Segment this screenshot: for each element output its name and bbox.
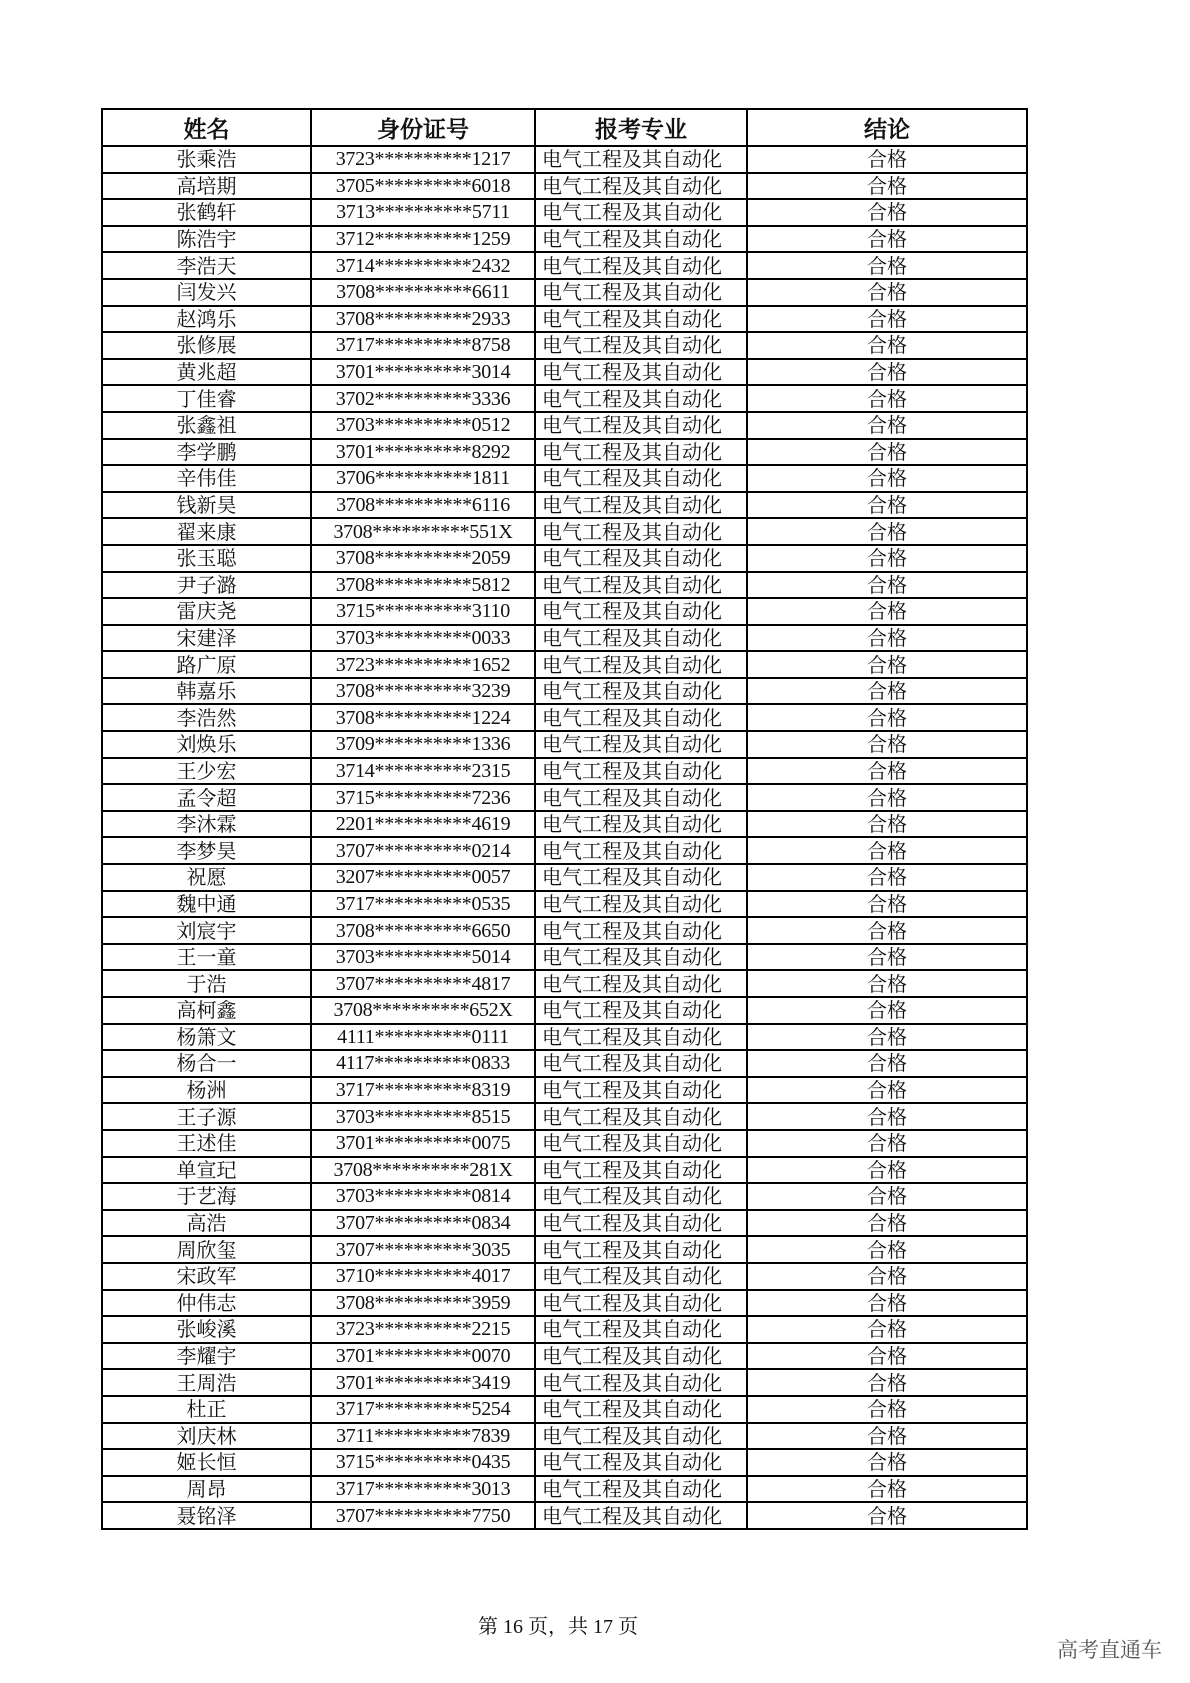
cell-result: 合格 xyxy=(747,1423,1027,1450)
cell-result: 合格 xyxy=(747,279,1027,306)
cell-name: 孟令超 xyxy=(102,784,311,811)
cell-major: 电气工程及其自动化 xyxy=(535,997,747,1024)
table-row xyxy=(102,625,1027,652)
cell-id-number: 3701**********0075 xyxy=(311,1130,535,1157)
table-row xyxy=(102,518,1027,545)
cell-name: 杨合一 xyxy=(102,1050,311,1077)
cell-id-number: 3707**********7750 xyxy=(311,1502,535,1529)
cell-name: 张玉聪 xyxy=(102,545,311,572)
cell-name: 李耀宇 xyxy=(102,1343,311,1370)
cell-major: 电气工程及其自动化 xyxy=(535,332,747,359)
cell-major: 电气工程及其自动化 xyxy=(535,1050,747,1077)
cell-major: 电气工程及其自动化 xyxy=(535,758,747,785)
table-row xyxy=(102,465,1027,492)
cell-major: 电气工程及其自动化 xyxy=(535,1396,747,1423)
cell-name: 张鑫祖 xyxy=(102,412,311,439)
cell-result: 合格 xyxy=(747,944,1027,971)
table-row xyxy=(102,1343,1027,1370)
table-header-row xyxy=(102,109,1027,146)
cell-name: 高培期 xyxy=(102,173,311,200)
cell-id-number: 3717**********8758 xyxy=(311,332,535,359)
cell-id-number: 3707**********3035 xyxy=(311,1236,535,1263)
cell-major: 电气工程及其自动化 xyxy=(535,678,747,705)
cell-name: 丁佳睿 xyxy=(102,385,311,412)
table-row xyxy=(102,704,1027,731)
cell-result: 合格 xyxy=(747,1236,1027,1263)
cell-major: 电气工程及其自动化 xyxy=(535,1502,747,1529)
cell-major: 电气工程及其自动化 xyxy=(535,173,747,200)
table-row xyxy=(102,545,1027,572)
table-row xyxy=(102,252,1027,279)
cell-major: 电气工程及其自动化 xyxy=(535,1263,747,1290)
cell-major: 电气工程及其自动化 xyxy=(535,837,747,864)
cell-major: 电气工程及其自动化 xyxy=(535,492,747,519)
cell-name: 黄兆超 xyxy=(102,359,311,386)
cell-major: 电气工程及其自动化 xyxy=(535,970,747,997)
results-table xyxy=(101,108,1028,1530)
cell-id-number: 3701**********3419 xyxy=(311,1369,535,1396)
table-row xyxy=(102,970,1027,997)
cell-result: 合格 xyxy=(747,784,1027,811)
table-row xyxy=(102,997,1027,1024)
watermark: 高考直通车 xyxy=(1057,1638,1162,1662)
cell-id-number: 3708**********6116 xyxy=(311,492,535,519)
table-row xyxy=(102,944,1027,971)
cell-id-number: 3207**********0057 xyxy=(311,864,535,891)
table-row xyxy=(102,1502,1027,1529)
cell-id-number: 4117**********0833 xyxy=(311,1050,535,1077)
cell-major: 电气工程及其自动化 xyxy=(535,1103,747,1130)
table-row xyxy=(102,598,1027,625)
table-row xyxy=(102,651,1027,678)
cell-name: 李浩天 xyxy=(102,252,311,279)
cell-major: 电气工程及其自动化 xyxy=(535,917,747,944)
cell-major: 电气工程及其自动化 xyxy=(535,1210,747,1237)
cell-result: 合格 xyxy=(747,1103,1027,1130)
cell-major: 电气工程及其自动化 xyxy=(535,1183,747,1210)
cell-major: 电气工程及其自动化 xyxy=(535,1343,747,1370)
cell-result: 合格 xyxy=(747,572,1027,599)
cell-result: 合格 xyxy=(747,199,1027,226)
cell-id-number: 3723**********2215 xyxy=(311,1316,535,1343)
cell-result: 合格 xyxy=(747,1077,1027,1104)
cell-name: 宋建泽 xyxy=(102,625,311,652)
table-row xyxy=(102,385,1027,412)
table-row xyxy=(102,1316,1027,1343)
cell-major: 电气工程及其自动化 xyxy=(535,1236,747,1263)
table-row xyxy=(102,1024,1027,1051)
cell-name: 李学鹏 xyxy=(102,439,311,466)
table-row xyxy=(102,439,1027,466)
cell-name: 单宣玘 xyxy=(102,1157,311,1184)
cell-id-number: 3707**********4817 xyxy=(311,970,535,997)
header-major: 报考专业 xyxy=(535,109,747,146)
table-row xyxy=(102,332,1027,359)
cell-major: 电气工程及其自动化 xyxy=(535,252,747,279)
cell-id-number: 3714**********2315 xyxy=(311,758,535,785)
cell-id-number: 3708**********2933 xyxy=(311,306,535,333)
cell-result: 合格 xyxy=(747,173,1027,200)
cell-name: 杨洲 xyxy=(102,1077,311,1104)
cell-id-number: 2201**********4619 xyxy=(311,811,535,838)
cell-name: 尹子潞 xyxy=(102,572,311,599)
cell-result: 合格 xyxy=(747,1157,1027,1184)
cell-result: 合格 xyxy=(747,1343,1027,1370)
cell-result: 合格 xyxy=(747,891,1027,918)
cell-major: 电气工程及其自动化 xyxy=(535,651,747,678)
cell-major: 电气工程及其自动化 xyxy=(535,518,747,545)
cell-id-number: 3712**********1259 xyxy=(311,226,535,253)
cell-major: 电气工程及其自动化 xyxy=(535,359,747,386)
cell-result: 合格 xyxy=(747,1024,1027,1051)
cell-name: 仲伟志 xyxy=(102,1290,311,1317)
table-row xyxy=(102,572,1027,599)
cell-major: 电气工程及其自动化 xyxy=(535,891,747,918)
table-body xyxy=(102,146,1027,1529)
cell-id-number: 3715**********7236 xyxy=(311,784,535,811)
table-row xyxy=(102,1103,1027,1130)
cell-result: 合格 xyxy=(747,545,1027,572)
cell-result: 合格 xyxy=(747,970,1027,997)
table-row xyxy=(102,1423,1027,1450)
cell-result: 合格 xyxy=(747,1316,1027,1343)
table-row xyxy=(102,359,1027,386)
table-row xyxy=(102,1290,1027,1317)
cell-result: 合格 xyxy=(747,1210,1027,1237)
cell-result: 合格 xyxy=(747,359,1027,386)
cell-major: 电气工程及其自动化 xyxy=(535,1290,747,1317)
cell-name: 王少宏 xyxy=(102,758,311,785)
cell-name: 杜正 xyxy=(102,1396,311,1423)
cell-major: 电气工程及其自动化 xyxy=(535,1423,747,1450)
cell-id-number: 3708**********281X xyxy=(311,1157,535,1184)
table-row xyxy=(102,811,1027,838)
cell-name: 张峻溪 xyxy=(102,1316,311,1343)
cell-result: 合格 xyxy=(747,598,1027,625)
cell-result: 合格 xyxy=(747,811,1027,838)
cell-id-number: 3703**********0512 xyxy=(311,412,535,439)
cell-id-number: 3708**********3959 xyxy=(311,1290,535,1317)
table-row xyxy=(102,306,1027,333)
cell-result: 合格 xyxy=(747,704,1027,731)
page-indicator: 第 16 页，共 17 页 xyxy=(478,1616,638,1638)
table-row xyxy=(102,1130,1027,1157)
cell-major: 电气工程及其自动化 xyxy=(535,1449,747,1476)
cell-name: 王子源 xyxy=(102,1103,311,1130)
table-row xyxy=(102,199,1027,226)
cell-major: 电气工程及其自动化 xyxy=(535,731,747,758)
cell-name: 姬长恒 xyxy=(102,1449,311,1476)
cell-name: 王一童 xyxy=(102,944,311,971)
cell-result: 合格 xyxy=(747,1050,1027,1077)
cell-result: 合格 xyxy=(747,678,1027,705)
cell-name: 陈浩宇 xyxy=(102,226,311,253)
cell-result: 合格 xyxy=(747,146,1027,173)
cell-id-number: 3717**********5254 xyxy=(311,1396,535,1423)
table-row xyxy=(102,784,1027,811)
cell-id-number: 3723**********1652 xyxy=(311,651,535,678)
table-row xyxy=(102,837,1027,864)
cell-id-number: 3708**********1224 xyxy=(311,704,535,731)
cell-id-number: 3711**********7839 xyxy=(311,1423,535,1450)
cell-result: 合格 xyxy=(747,1476,1027,1503)
cell-result: 合格 xyxy=(747,1290,1027,1317)
cell-result: 合格 xyxy=(747,837,1027,864)
cell-name: 韩嘉乐 xyxy=(102,678,311,705)
table-row xyxy=(102,678,1027,705)
table-row xyxy=(102,1396,1027,1423)
cell-name: 李梦昊 xyxy=(102,837,311,864)
cell-name: 祝愿 xyxy=(102,864,311,891)
cell-major: 电气工程及其自动化 xyxy=(535,811,747,838)
table-row xyxy=(102,917,1027,944)
table-row xyxy=(102,1157,1027,1184)
cell-result: 合格 xyxy=(747,731,1027,758)
cell-result: 合格 xyxy=(747,1130,1027,1157)
cell-name: 王周浩 xyxy=(102,1369,311,1396)
cell-result: 合格 xyxy=(747,917,1027,944)
cell-major: 电气工程及其自动化 xyxy=(535,439,747,466)
cell-id-number: 3703**********8515 xyxy=(311,1103,535,1130)
cell-result: 合格 xyxy=(747,332,1027,359)
cell-id-number: 3706**********1811 xyxy=(311,465,535,492)
cell-major: 电气工程及其自动化 xyxy=(535,199,747,226)
cell-name: 宋政军 xyxy=(102,1263,311,1290)
cell-result: 合格 xyxy=(747,1183,1027,1210)
cell-name: 雷庆尧 xyxy=(102,598,311,625)
cell-name: 魏中通 xyxy=(102,891,311,918)
cell-id-number: 3703**********0814 xyxy=(311,1183,535,1210)
cell-name: 赵鸿乐 xyxy=(102,306,311,333)
cell-result: 合格 xyxy=(747,651,1027,678)
cell-major: 电气工程及其自动化 xyxy=(535,1316,747,1343)
cell-name: 刘焕乐 xyxy=(102,731,311,758)
cell-result: 合格 xyxy=(747,226,1027,253)
cell-id-number: 3710**********4017 xyxy=(311,1263,535,1290)
cell-id-number: 3708**********2059 xyxy=(311,545,535,572)
table-row xyxy=(102,279,1027,306)
cell-id-number: 3708**********3239 xyxy=(311,678,535,705)
cell-id-number: 3703**********5014 xyxy=(311,944,535,971)
cell-result: 合格 xyxy=(747,1396,1027,1423)
table-row xyxy=(102,226,1027,253)
cell-result: 合格 xyxy=(747,758,1027,785)
cell-id-number: 3701**********8292 xyxy=(311,439,535,466)
cell-id-number: 3701**********0070 xyxy=(311,1343,535,1370)
cell-major: 电气工程及其自动化 xyxy=(535,864,747,891)
cell-major: 电气工程及其自动化 xyxy=(535,545,747,572)
table-row xyxy=(102,146,1027,173)
cell-name: 张修展 xyxy=(102,332,311,359)
cell-result: 合格 xyxy=(747,252,1027,279)
cell-id-number: 3701**********3014 xyxy=(311,359,535,386)
cell-result: 合格 xyxy=(747,1369,1027,1396)
cell-major: 电气工程及其自动化 xyxy=(535,1130,747,1157)
cell-major: 电气工程及其自动化 xyxy=(535,1077,747,1104)
cell-major: 电气工程及其自动化 xyxy=(535,704,747,731)
header-id-number: 身份证号 xyxy=(311,109,535,146)
cell-major: 电气工程及其自动化 xyxy=(535,412,747,439)
cell-major: 电气工程及其自动化 xyxy=(535,1024,747,1051)
cell-id-number: 3708**********551X xyxy=(311,518,535,545)
cell-major: 电气工程及其自动化 xyxy=(535,1157,747,1184)
cell-name: 聂铭泽 xyxy=(102,1502,311,1529)
cell-id-number: 3717**********8319 xyxy=(311,1077,535,1104)
cell-major: 电气工程及其自动化 xyxy=(535,226,747,253)
cell-id-number: 3703**********0033 xyxy=(311,625,535,652)
cell-major: 电气工程及其自动化 xyxy=(535,279,747,306)
header-name: 姓名 xyxy=(102,109,311,146)
table-row xyxy=(102,492,1027,519)
cell-id-number: 3708**********5812 xyxy=(311,572,535,599)
table-row xyxy=(102,758,1027,785)
cell-name: 周昂 xyxy=(102,1476,311,1503)
cell-result: 合格 xyxy=(747,864,1027,891)
cell-result: 合格 xyxy=(747,518,1027,545)
cell-major: 电气工程及其自动化 xyxy=(535,598,747,625)
cell-result: 合格 xyxy=(747,1263,1027,1290)
cell-name: 刘宸宇 xyxy=(102,917,311,944)
cell-name: 于艺海 xyxy=(102,1183,311,1210)
cell-result: 合格 xyxy=(747,439,1027,466)
cell-name: 闫发兴 xyxy=(102,279,311,306)
cell-name: 翟来康 xyxy=(102,518,311,545)
cell-major: 电气工程及其自动化 xyxy=(535,306,747,333)
cell-major: 电气工程及其自动化 xyxy=(535,1476,747,1503)
cell-name: 张乘浩 xyxy=(102,146,311,173)
cell-name: 钱新昊 xyxy=(102,492,311,519)
cell-name: 张鹤轩 xyxy=(102,199,311,226)
table-row xyxy=(102,1449,1027,1476)
table-row xyxy=(102,1369,1027,1396)
table-row xyxy=(102,731,1027,758)
cell-name: 杨箫文 xyxy=(102,1024,311,1051)
cell-id-number: 3702**********3336 xyxy=(311,385,535,412)
table-row xyxy=(102,891,1027,918)
table-row xyxy=(102,173,1027,200)
cell-id-number: 3715**********3110 xyxy=(311,598,535,625)
cell-result: 合格 xyxy=(747,385,1027,412)
cell-major: 电气工程及其自动化 xyxy=(535,572,747,599)
cell-result: 合格 xyxy=(747,1502,1027,1529)
cell-id-number: 3707**********0834 xyxy=(311,1210,535,1237)
table-row xyxy=(102,1210,1027,1237)
cell-major: 电气工程及其自动化 xyxy=(535,784,747,811)
cell-major: 电气工程及其自动化 xyxy=(535,385,747,412)
table-row xyxy=(102,412,1027,439)
cell-result: 合格 xyxy=(747,625,1027,652)
cell-name: 刘庆林 xyxy=(102,1423,311,1450)
cell-id-number: 3723**********1217 xyxy=(311,146,535,173)
cell-name: 路广原 xyxy=(102,651,311,678)
table-row xyxy=(102,1183,1027,1210)
cell-id-number: 3707**********0214 xyxy=(311,837,535,864)
cell-major: 电气工程及其自动化 xyxy=(535,146,747,173)
cell-result: 合格 xyxy=(747,492,1027,519)
cell-result: 合格 xyxy=(747,412,1027,439)
cell-id-number: 3715**********0435 xyxy=(311,1449,535,1476)
cell-major: 电气工程及其自动化 xyxy=(535,625,747,652)
cell-result: 合格 xyxy=(747,465,1027,492)
cell-major: 电气工程及其自动化 xyxy=(535,465,747,492)
table-row xyxy=(102,1236,1027,1263)
cell-result: 合格 xyxy=(747,1449,1027,1476)
cell-id-number: 3709**********1336 xyxy=(311,731,535,758)
cell-id-number: 3717**********0535 xyxy=(311,891,535,918)
cell-major: 电气工程及其自动化 xyxy=(535,944,747,971)
cell-name: 于浩 xyxy=(102,970,311,997)
cell-id-number: 3708**********6650 xyxy=(311,917,535,944)
cell-result: 合格 xyxy=(747,306,1027,333)
cell-result: 合格 xyxy=(747,997,1027,1024)
header-result: 结论 xyxy=(747,109,1027,146)
cell-id-number: 3708**********652X xyxy=(311,997,535,1024)
table-row xyxy=(102,864,1027,891)
cell-name: 高柯鑫 xyxy=(102,997,311,1024)
table-row xyxy=(102,1077,1027,1104)
cell-id-number: 3717**********3013 xyxy=(311,1476,535,1503)
table-row xyxy=(102,1476,1027,1503)
cell-id-number: 3708**********6611 xyxy=(311,279,535,306)
table-row xyxy=(102,1050,1027,1077)
cell-id-number: 3713**********5711 xyxy=(311,199,535,226)
cell-name: 高浩 xyxy=(102,1210,311,1237)
table-row xyxy=(102,1263,1027,1290)
cell-name: 李浩然 xyxy=(102,704,311,731)
cell-id-number: 4111**********0111 xyxy=(311,1024,535,1051)
cell-name: 李沐霖 xyxy=(102,811,311,838)
cell-name: 周欣玺 xyxy=(102,1236,311,1263)
cell-major: 电气工程及其自动化 xyxy=(535,1369,747,1396)
cell-id-number: 3714**********2432 xyxy=(311,252,535,279)
cell-name: 辛伟佳 xyxy=(102,465,311,492)
cell-name: 王述佳 xyxy=(102,1130,311,1157)
cell-id-number: 3705**********6018 xyxy=(311,173,535,200)
